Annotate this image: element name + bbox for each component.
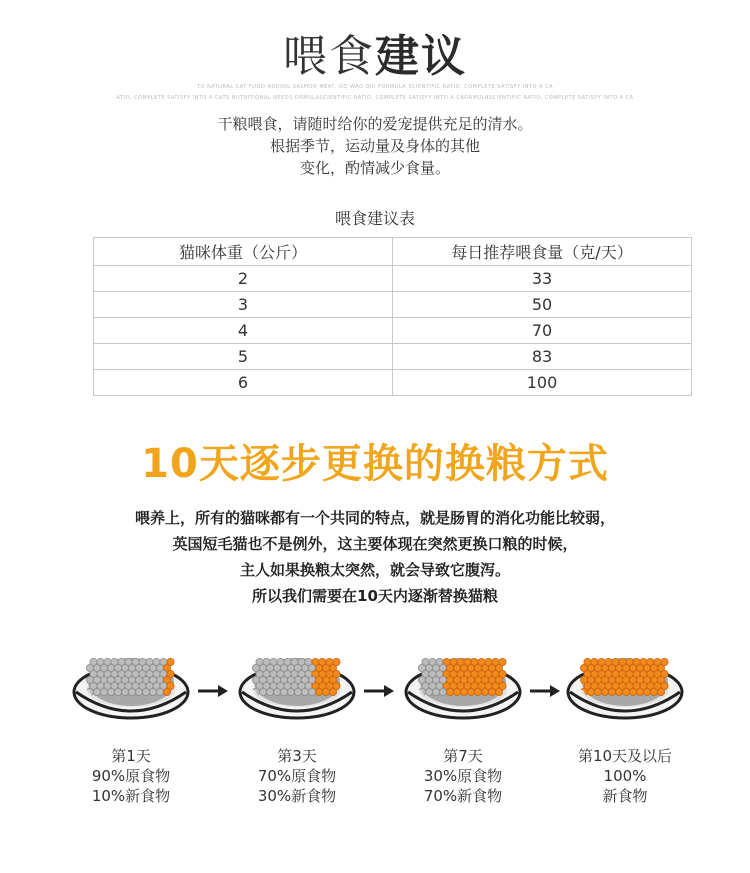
table-row <box>94 318 692 344</box>
table-caption: 喂食建议表 <box>334 209 415 228</box>
cell-weight: 3 <box>94 292 393 318</box>
stage-caption-4 <box>550 746 700 806</box>
cell-amount: 83 <box>393 344 692 370</box>
header-weight: 猫咪体重（公斤） <box>94 238 393 266</box>
cell-amount: 50 <box>393 292 692 318</box>
stage-new-food: 10%新食物 <box>91 787 171 805</box>
stage-day: 第7天 <box>443 747 483 765</box>
subtitle-line-1: TO NATURAL CAT FOOD ADDING SALMON MEAT, GO WAO QIU FORMULA SCIENTIFIC RATIO, COMPLETE SATISFY INTO A CA <box>196 84 554 90</box>
cell-weight: 5 <box>94 344 393 370</box>
intro-line-1: 干粮喂食，请随时给你的爱宠提供充足的清水。 <box>217 115 533 133</box>
page-title <box>0 20 750 84</box>
cell-amount: 100 <box>393 370 692 396</box>
table-row <box>94 370 692 396</box>
food-bowl-day-10 <box>566 644 684 724</box>
stage-caption-1 <box>56 746 206 806</box>
stage-day: 第3天 <box>277 747 317 765</box>
intro-line-2: 根据季节，运动量及身体的其他 <box>269 137 480 155</box>
cell-amount: 33 <box>393 266 692 292</box>
food-bowl-day-3 <box>238 644 356 724</box>
stage-day: 第1天 <box>111 747 151 765</box>
stage-day: 第10天及以后 <box>577 747 673 765</box>
table-row <box>94 266 692 292</box>
food-bowl-day-7 <box>404 644 522 724</box>
stage-new-food: 新食物 <box>602 787 648 805</box>
stage-old-food: 100% <box>603 767 647 785</box>
para-line-3: 主人如果换粮太突然，就会导致它腹泻。 <box>239 561 510 579</box>
stage-old-food: 30%原食物 <box>423 767 503 785</box>
stage-old-food: 90%原食物 <box>91 767 171 785</box>
arrow-icon <box>362 684 396 698</box>
arrow-icon <box>528 684 562 698</box>
para-line-4: 所以我们需要在10天内逐渐替换猫粮 <box>252 587 498 605</box>
para-line-2: 英国短毛猫也不是例外，这主要体现在突然更换口粮的时候， <box>172 535 578 553</box>
title-part-1: 喂食 <box>283 31 375 82</box>
table-header-row <box>94 238 692 266</box>
stage-caption-2 <box>222 746 372 806</box>
stage-new-food: 30%新食物 <box>257 787 337 805</box>
subtitle-line-2: ATIO, COMPLETE SATISFY INTO A CATS NUTRITIONAL NEEDS ORMULASCIENTIFIC RATIO, COMPLETE SATISFY INTO A CAORMULASCIENTIFIC RATIO, COMPLETE SATISFY INTO A CA <box>116 95 634 101</box>
arrow-icon <box>196 684 230 698</box>
table-row <box>94 344 692 370</box>
cell-weight: 4 <box>94 318 393 344</box>
stage-caption-3 <box>388 746 538 806</box>
feeding-table <box>93 237 692 396</box>
header-daily-amount: 每日推荐喂食量（克/天） <box>393 238 692 266</box>
cell-amount: 70 <box>393 318 692 344</box>
title-part-2: 建议 <box>375 31 467 82</box>
stage-old-food: 70%原食物 <box>257 767 337 785</box>
intro-line-3: 变化，酌情减少食量。 <box>299 159 450 177</box>
transition-heading: 10天逐步更换的换粮方式 <box>141 441 609 487</box>
food-bowl-day-1 <box>72 644 190 724</box>
cell-weight: 2 <box>94 266 393 292</box>
cell-weight: 6 <box>94 370 393 396</box>
para-line-1: 喂养上，所有的猫咪都有一个共同的特点，就是肠胃的消化功能比较弱， <box>134 509 615 527</box>
stage-new-food: 70%新食物 <box>423 787 503 805</box>
table-row <box>94 292 692 318</box>
